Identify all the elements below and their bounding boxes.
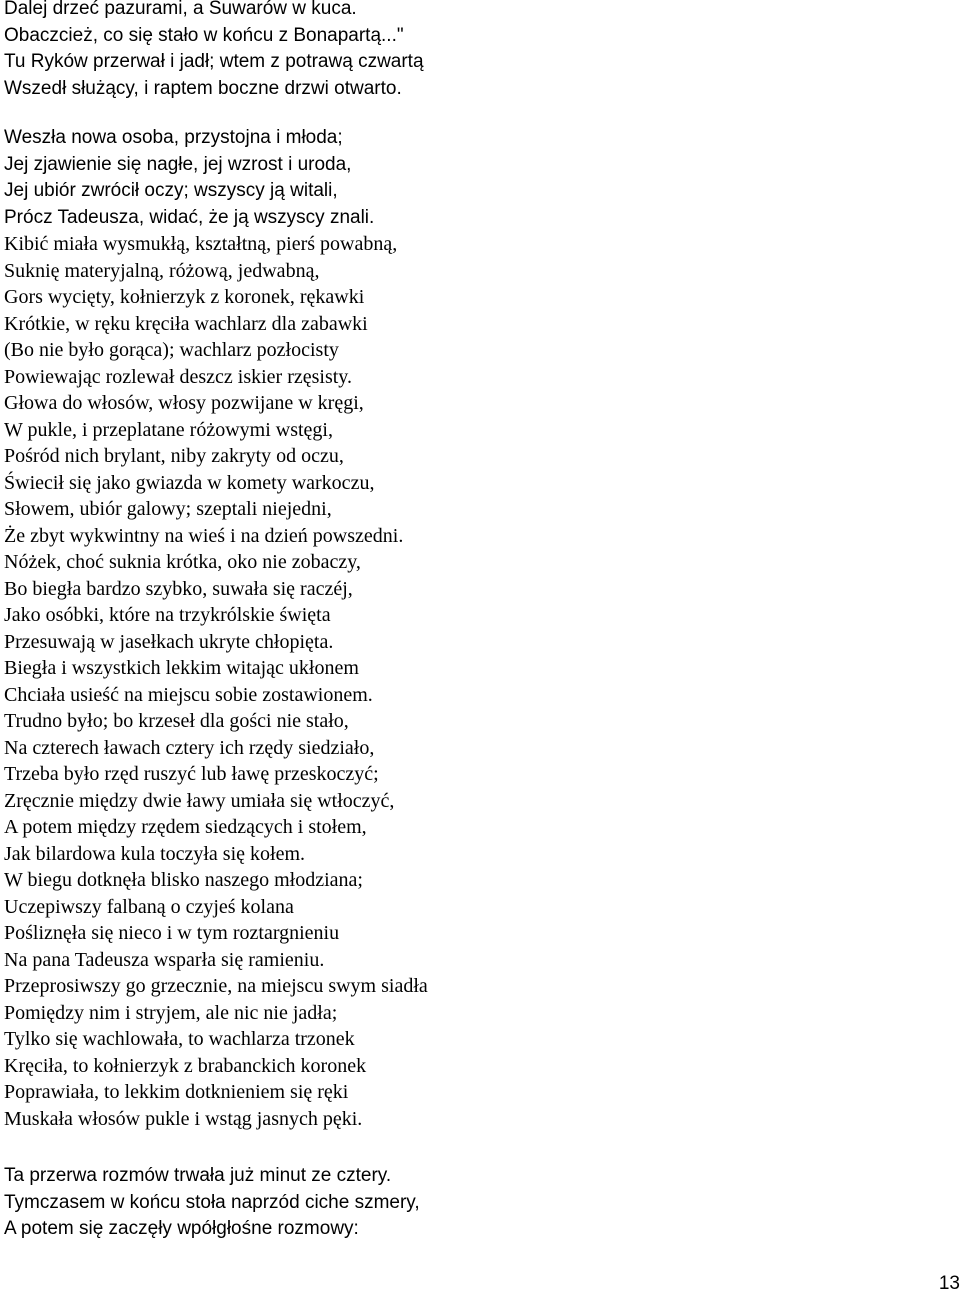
- poem-line: Na czterech ławach cztery ich rzędy siedziało,: [4, 736, 375, 759]
- poem-line: Kręciła, to kołnierzyk z brabanckich koronek: [4, 1054, 367, 1077]
- stanza-1: [4, 0, 424, 102]
- poem-line: Słowem, ubiór galowy; szeptali niejedni,: [4, 498, 332, 520]
- poem-line: Nóżek, choć suknia krótka, oko nie zobaczy,: [4, 551, 361, 573]
- poem-line: Obaczcież, co się stało w końcu z Bonapartą...": [4, 24, 404, 46]
- poem-line: Powiewając rozlewał deszcz iskier rzęsisty.: [4, 365, 352, 388]
- poem-line: Ta przerwa rozmów trwała już minut ze cztery.: [4, 1165, 392, 1186]
- poem-line: Chciała usieść na miejscu sobie zostawionem.: [4, 683, 373, 706]
- poem-line: Dalej drzeć pazurami, a Suwarów w kuca.: [4, 0, 357, 19]
- page-number: 13: [938, 1273, 960, 1294]
- poem-line: W pukle, i przeplatane różowymi wstęgi,: [4, 418, 333, 441]
- poem-line: Jej zjawienie się nagłe, jej wzrost i uroda,: [4, 153, 352, 175]
- poem-line: Pomiędzy nim i stryjem, ale nic nie jadła;: [4, 1001, 338, 1024]
- poem-line: (Bo nie było gorąca); wachlarz pozłocisty: [4, 339, 339, 361]
- poem-line: Prócz Tadeusza, widać, że ją wszyscy znali.: [4, 206, 375, 228]
- poem-line: Bo biegła bardzo szybko, suwała się raczéj,: [4, 577, 353, 600]
- poem-line: Tylko się wachlowała, to wachlarza trzonek: [4, 1028, 355, 1050]
- poem-line: Przeprosiwszy go grzecznie, na miejscu swym siadła: [4, 975, 428, 997]
- poem-line: Jak bilardowa kula toczyła się kołem.: [4, 842, 306, 865]
- poem-line: Muskała włosów pukle i wstąg jasnych pęki.: [4, 1107, 363, 1130]
- poem-line: Głowa do włosów, włosy pozwijane w kręgi,: [4, 392, 364, 414]
- poem-line: Suknię materyjalną, różową, jedwabną,: [4, 259, 320, 282]
- poem-line: Wszedł służący, i raptem boczne drzwi otwarto.: [4, 77, 402, 99]
- poem-line: Pośliznęła się nieco i w tym roztargnieniu: [4, 922, 340, 944]
- poem-line: Świecił się jako gwiazda w komety warkoczu,: [4, 471, 375, 494]
- poem-line: Na pana Tadeusza wsparła się ramieniu.: [4, 948, 325, 971]
- poem-line: Kibić miała wysmukłą, kształtną, pierś powabną,: [4, 233, 398, 255]
- poem-line: Tymczasem w końcu stoła naprzód ciche szmery,: [4, 1191, 420, 1213]
- poem-line: A potem się zaczęły wpółgłośne rozmowy:: [4, 1218, 359, 1239]
- poem-line: Zręcznie między dwie ławy umiała się wtłoczyć,: [4, 789, 395, 812]
- stanza-3: [4, 1163, 420, 1243]
- poem-line: Pośród nich brylant, niby zakryty od oczu,: [4, 445, 344, 467]
- poem-line: W biegu dotknęła blisko naszego młodziana;: [4, 869, 363, 891]
- poem-line: Gors wycięty, kołnierzyk z koronek, rękawki: [4, 286, 365, 308]
- poem-line: Krótkie, w ręku kręciła wachlarz dla zabawki: [4, 312, 368, 335]
- poem-line: Że zbyt wykwintny na wieś i na dzień powszedni.: [4, 524, 404, 547]
- poem-line: Trzeba było rzęd ruszyć lub ławę przeskoczyć;: [4, 763, 379, 785]
- poem-line: Tu Ryków przerwał i jadł; wtem z potrawą czwartą: [4, 51, 424, 72]
- poem-line: Weszła nowa osoba, przystojna i młoda;: [4, 127, 343, 148]
- poem-line: Trudno było; bo krzeseł dla gości nie stało,: [4, 710, 349, 732]
- poem-line: Jej ubiór zwrócił oczy; wszyscy ją witali,: [4, 180, 338, 201]
- poem-line: Biegła i wszystkich lekkim witając ukłonem: [4, 657, 359, 679]
- stanza-2: [4, 125, 428, 1132]
- poem-line: Uczepiwszy falbaną o czyjeś kolana: [4, 895, 294, 918]
- poem-line: Poprawiała, to lekkim dotknieniem się ręki: [4, 1081, 349, 1103]
- poem-line: A potem między rzędem siedzących i stołem,: [4, 816, 367, 838]
- poem-line: Przesuwają w jasełkach ukryte chłopięta.: [4, 630, 334, 653]
- poem-line: Jako osóbki, które na trzykrólskie święta: [4, 604, 331, 626]
